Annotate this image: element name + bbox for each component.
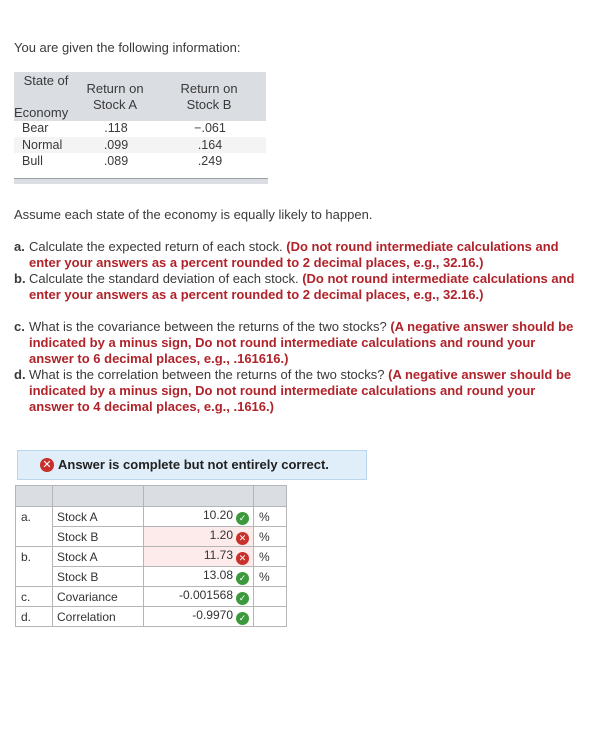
result-banner-text: Answer is complete but not entirely correct. xyxy=(58,457,329,472)
answer-input[interactable] xyxy=(144,607,254,627)
answer-unit: % xyxy=(254,527,287,547)
check-circle-icon: ✓ xyxy=(236,612,249,625)
question-hint: (Do not round intermediate calculations and enter your answers as a percent rounded to 2 decimal places, e.g., 32.16.) xyxy=(29,239,559,270)
answer-row-a-stock-b xyxy=(16,527,287,547)
question-hint: (A negative answer should be indicated by a minus sign, Do not round intermediate calculations and round your answer to 4 decimal places, e.g., .1616.) xyxy=(29,367,572,414)
question-text: What is the correlation between the returns of the two stocks? xyxy=(29,367,385,382)
question-b xyxy=(14,271,582,303)
x-circle-icon: ✕ xyxy=(236,552,249,565)
answer-part: d. xyxy=(16,607,53,627)
answer-row-b-stock-a xyxy=(16,547,287,567)
answer-table-header xyxy=(16,486,287,507)
info-bull-a: .089 xyxy=(103,154,129,168)
x-circle-icon: ✕ xyxy=(40,458,54,472)
header-return-b-line2: Stock B xyxy=(186,97,232,112)
answer-label: Stock B xyxy=(53,567,144,587)
assumption-text: Assume each state of the economy is equally likely to happen. xyxy=(14,207,373,222)
answer-value: 10.20 xyxy=(202,508,233,522)
answer-value: -0.9970 xyxy=(192,608,233,622)
answer-unit xyxy=(254,587,287,607)
answer-value: 13.08 xyxy=(202,568,233,582)
answer-label: Stock A xyxy=(53,547,144,567)
answer-part: c. xyxy=(16,587,53,607)
question-text: Calculate the expected return of each stock. xyxy=(29,239,283,254)
answer-part xyxy=(16,527,53,547)
question-label: b. xyxy=(14,271,26,286)
header-economy: Economy xyxy=(14,105,69,120)
info-bear-a: .118 xyxy=(104,121,128,135)
answer-input[interactable] xyxy=(144,507,254,527)
header-return-a-line2: Stock A xyxy=(92,97,138,112)
answer-row-d-correlation xyxy=(16,607,287,627)
answer-input[interactable] xyxy=(144,547,254,567)
header-return-b-line1: Return on xyxy=(180,81,238,96)
answer-unit: % xyxy=(254,567,287,587)
info-normal-b: .164 xyxy=(197,138,223,152)
answer-input[interactable] xyxy=(144,527,254,547)
intro-text: You are given the following information: xyxy=(14,40,241,55)
answer-part: b. xyxy=(16,547,53,567)
answer-value: 1.20 xyxy=(209,528,233,542)
check-circle-icon: ✓ xyxy=(236,592,249,605)
question-c xyxy=(14,319,582,367)
result-banner xyxy=(17,450,367,480)
answer-value: 11.73 xyxy=(203,548,233,562)
answer-table xyxy=(15,485,287,627)
x-circle-icon: ✕ xyxy=(236,532,249,545)
answer-label: Stock A xyxy=(53,507,144,527)
question-a xyxy=(14,239,582,271)
answer-unit: % xyxy=(254,507,287,527)
answer-input[interactable] xyxy=(144,567,254,587)
answer-unit xyxy=(254,607,287,627)
answer-part: a. xyxy=(16,507,53,527)
question-hint: (Do not round intermediate calculations and enter your answers as a percent rounded to 2 decimal places, e.g., 32.16.) xyxy=(29,271,575,302)
question-label: c. xyxy=(14,319,25,334)
header-state-of: State of xyxy=(23,73,69,88)
answer-row-b-stock-b xyxy=(16,567,287,587)
info-bear-b: −.061 xyxy=(194,121,226,135)
answer-label: Stock B xyxy=(53,527,144,547)
info-state-bull: Bull xyxy=(22,154,43,168)
answer-unit: % xyxy=(254,547,287,567)
info-table-footer xyxy=(14,178,268,184)
question-label: d. xyxy=(14,367,26,382)
info-bull-b: .249 xyxy=(197,154,223,168)
question-hint: (A negative answer should be indicated by a minus sign, Do not round intermediate calculations and round your answer to 6 decimal places, e.g., .161616.) xyxy=(29,319,574,366)
header-return-a-line1: Return on xyxy=(86,81,144,96)
answer-row-a-stock-a xyxy=(16,507,287,527)
answer-value: -0.001568 xyxy=(178,588,233,602)
question-d xyxy=(14,367,582,415)
answer-label: Correlation xyxy=(53,607,144,627)
check-circle-icon: ✓ xyxy=(236,572,249,585)
question-text: Calculate the standard deviation of each stock. xyxy=(29,271,299,286)
info-normal-a: .099 xyxy=(103,138,129,152)
check-circle-icon: ✓ xyxy=(236,512,249,525)
answer-row-c-covariance xyxy=(16,587,287,607)
answer-label: Covariance xyxy=(53,587,144,607)
question-label: a. xyxy=(14,239,25,254)
info-state-bear: Bear xyxy=(22,121,49,135)
question-text: What is the covariance between the returns of the two stocks? xyxy=(29,319,387,334)
info-state-normal: Normal xyxy=(22,138,63,152)
answer-input[interactable] xyxy=(144,587,254,607)
answer-part xyxy=(16,567,53,587)
